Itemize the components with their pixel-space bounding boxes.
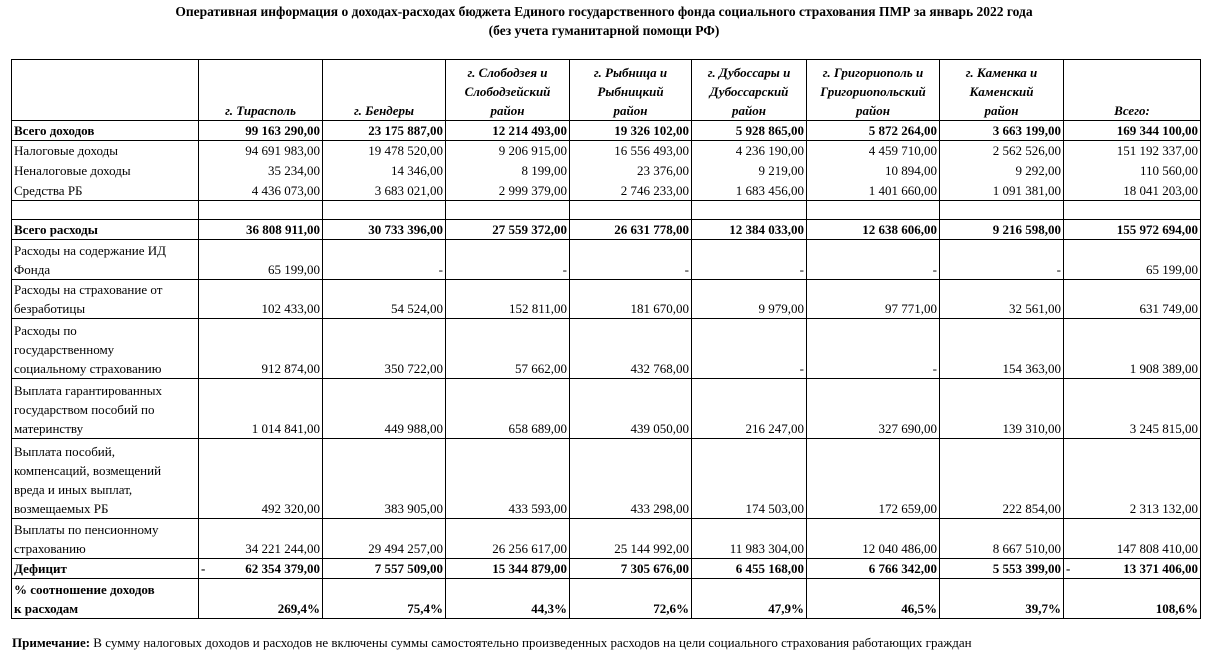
column-header-line: г. Тирасполь — [225, 103, 296, 118]
spacer-cell — [199, 200, 323, 219]
spacer-cell — [1064, 200, 1201, 219]
value-text: 62 354 379,00 — [245, 560, 320, 576]
value-cell: 12 040 486,00 — [807, 518, 940, 558]
value-cell: 102 433,00 — [199, 279, 323, 318]
row-label — [12, 438, 199, 518]
value-cell: 383 905,00 — [323, 438, 446, 518]
spacer-cell — [323, 200, 446, 219]
value-cell: - — [692, 239, 807, 279]
column-header-line: район — [984, 103, 1019, 118]
spacer-row — [12, 200, 1201, 219]
value-cell: 4 236 190,00 — [692, 141, 807, 161]
value-cell: 54 524,00 — [323, 279, 446, 318]
value-cell: 9 979,00 — [692, 279, 807, 318]
row-label-line: материнству — [14, 420, 84, 436]
value-cell: 75,4% — [323, 578, 446, 618]
footnote-label: Примечание: — [12, 635, 91, 650]
row-label-line: Расходы на содержание ИД — [14, 242, 167, 258]
value-cell: 7 305 676,00 — [570, 558, 692, 578]
value-cell — [1064, 558, 1201, 578]
row-label — [12, 518, 199, 558]
row-label: Всего доходов — [12, 121, 199, 141]
column-header — [692, 60, 807, 121]
value-cell: 39,7% — [940, 578, 1064, 618]
value-cell: 1 091 381,00 — [940, 180, 1064, 200]
column-header-line: Всего: — [1114, 103, 1150, 118]
value-cell: 47,9% — [692, 578, 807, 618]
value-cell: - — [570, 239, 692, 279]
value-cell: - — [807, 239, 940, 279]
table-row — [12, 518, 1201, 558]
value-cell: 1 014 841,00 — [199, 378, 323, 438]
value-cell: 6 455 168,00 — [692, 558, 807, 578]
value-cell: 19 478 520,00 — [323, 141, 446, 161]
value-cell: 4 459 710,00 — [807, 141, 940, 161]
row-label-line: Выплаты по пенсионному — [14, 521, 159, 537]
value-cell: 631 749,00 — [1064, 279, 1201, 318]
value-cell: 9 216 598,00 — [940, 219, 1064, 239]
value-cell: 8 667 510,00 — [940, 518, 1064, 558]
value-cell: 9 206 915,00 — [446, 141, 570, 161]
spacer-cell — [12, 200, 199, 219]
value-cell: 12 214 493,00 — [446, 121, 570, 141]
value-cell: - — [940, 239, 1064, 279]
value-cell: 327 690,00 — [807, 378, 940, 438]
value-cell: 26 631 778,00 — [570, 219, 692, 239]
column-header-line: г. Дубоссары и — [707, 65, 791, 80]
value-cell: 2 999 379,00 — [446, 180, 570, 200]
value-cell: 216 247,00 — [692, 378, 807, 438]
value-cell: 9 219,00 — [692, 160, 807, 180]
value-cell: 11 983 304,00 — [692, 518, 807, 558]
table-row — [12, 578, 1201, 618]
value-cell: 151 192 337,00 — [1064, 141, 1201, 161]
table-row — [12, 160, 1201, 180]
value-cell: 8 199,00 — [446, 160, 570, 180]
table-row — [12, 318, 1201, 378]
value-cell: 30 733 396,00 — [323, 219, 446, 239]
value-cell: 350 722,00 — [323, 318, 446, 378]
value-cell: 439 050,00 — [570, 378, 692, 438]
spacer-cell — [692, 200, 807, 219]
row-label: Всего расходы — [12, 219, 199, 239]
value-text: 13 371 406,00 — [1123, 560, 1198, 576]
value-cell: 97 771,00 — [807, 279, 940, 318]
value-cell: 269,4% — [199, 578, 323, 618]
value-cell: 26 256 617,00 — [446, 518, 570, 558]
value-cell: 44,3% — [446, 578, 570, 618]
value-cell: 3 663 199,00 — [940, 121, 1064, 141]
value-cell: 65 199,00 — [1064, 239, 1201, 279]
value-cell: 3 245 815,00 — [1064, 378, 1201, 438]
row-label-line: вреда и иных выплат, — [14, 481, 133, 497]
value-cell: 449 988,00 — [323, 378, 446, 438]
value-cell: - — [692, 318, 807, 378]
column-header-line: район — [856, 103, 890, 118]
value-cell: 139 310,00 — [940, 378, 1064, 438]
column-header-line: г. Бендеры — [353, 103, 415, 118]
value-cell: 5 872 264,00 — [807, 121, 940, 141]
row-label-line: социальному страхованию — [14, 360, 162, 376]
row-label-line: Расходы на страхование от — [14, 281, 163, 297]
value-cell: 10 894,00 — [807, 160, 940, 180]
column-header-line: Каменский — [969, 84, 1034, 99]
negative-sign: - — [1066, 560, 1071, 576]
value-cell: 1 908 389,00 — [1064, 318, 1201, 378]
row-label-line: возмещаемых РБ — [14, 500, 109, 516]
spacer-cell — [940, 200, 1064, 219]
value-cell: 1 401 660,00 — [807, 180, 940, 200]
column-header-line: г. Рыбница и — [593, 65, 668, 80]
value-cell: 27 559 372,00 — [446, 219, 570, 239]
value-cell: 2 313 132,00 — [1064, 438, 1201, 518]
column-header — [1064, 60, 1201, 121]
table-row — [12, 558, 1201, 578]
row-label — [12, 378, 199, 438]
column-header-line: район — [490, 103, 525, 118]
row-label-line: Фонда — [14, 261, 51, 277]
value-cell: 7 557 509,00 — [323, 558, 446, 578]
table-row — [12, 239, 1201, 279]
value-cell: - — [807, 318, 940, 378]
row-label-line: безработицы — [14, 300, 86, 316]
column-header — [807, 60, 940, 121]
column-header-line: Рыбницкий — [597, 84, 664, 99]
value-cell: 32 561,00 — [940, 279, 1064, 318]
table-row — [12, 141, 1201, 161]
value-cell: 433 298,00 — [570, 438, 692, 518]
value-cell: 172 659,00 — [807, 438, 940, 518]
value-cell: 23 175 887,00 — [323, 121, 446, 141]
report-title-line1: Оперативная информация о доходах-расходах бюджета Единого государственного фонда социального страхования ПМР за январь 2022 года — [175, 4, 1033, 19]
value-cell: 4 436 073,00 — [199, 180, 323, 200]
value-cell: 658 689,00 — [446, 378, 570, 438]
value-cell: 5 553 399,00 — [940, 558, 1064, 578]
table-row — [12, 219, 1201, 239]
value-cell: 6 766 342,00 — [807, 558, 940, 578]
spacer-cell — [570, 200, 692, 219]
column-header-line: район — [613, 103, 648, 118]
value-cell: 94 691 983,00 — [199, 141, 323, 161]
value-cell: 35 234,00 — [199, 160, 323, 180]
value-cell: 155 972 694,00 — [1064, 219, 1201, 239]
value-cell: 5 928 865,00 — [692, 121, 807, 141]
value-cell: 16 556 493,00 — [570, 141, 692, 161]
column-header — [323, 60, 446, 121]
value-cell: 12 384 033,00 — [692, 219, 807, 239]
column-header — [446, 60, 570, 121]
budget-table — [11, 59, 1201, 619]
value-cell: 29 494 257,00 — [323, 518, 446, 558]
row-label: Средства РБ — [12, 180, 199, 200]
value-cell: 36 808 911,00 — [199, 219, 323, 239]
column-header — [199, 60, 323, 121]
value-cell: 25 144 992,00 — [570, 518, 692, 558]
row-label-line: страхованию — [14, 540, 86, 556]
row-label-line: государственному — [14, 341, 115, 357]
value-cell: 222 854,00 — [940, 438, 1064, 518]
column-header-line: Дубоссарский — [709, 84, 789, 99]
report-title-line2: (без учета гуманитарной помощи РФ) — [488, 23, 720, 38]
value-cell: 433 593,00 — [446, 438, 570, 518]
column-header-line: г. Слободзея и — [467, 65, 548, 80]
row-label-line: Выплата гарантированных — [14, 382, 162, 398]
footnote — [12, 633, 972, 652]
value-cell: 46,5% — [807, 578, 940, 618]
value-cell: 432 768,00 — [570, 318, 692, 378]
header-label-cell — [12, 60, 199, 121]
column-header-line: Слободзейский — [464, 84, 551, 99]
negative-sign: - — [201, 560, 206, 576]
value-cell: 152 811,00 — [446, 279, 570, 318]
value-cell: 169 344 100,00 — [1064, 121, 1201, 141]
column-header — [570, 60, 692, 121]
spacer-cell — [446, 200, 570, 219]
value-cell: 18 041 203,00 — [1064, 180, 1201, 200]
value-cell: 2 746 233,00 — [570, 180, 692, 200]
value-cell: 23 376,00 — [570, 160, 692, 180]
value-cell: 3 683 021,00 — [323, 180, 446, 200]
value-cell: 181 670,00 — [570, 279, 692, 318]
row-label: Налоговые доходы — [12, 141, 199, 161]
row-label — [12, 279, 199, 318]
row-label-line: государством пособий по — [14, 401, 155, 417]
table-row — [12, 438, 1201, 518]
value-cell: 19 326 102,00 — [570, 121, 692, 141]
value-cell: 174 503,00 — [692, 438, 807, 518]
row-label: Неналоговые доходы — [12, 160, 199, 180]
column-header-line: г. Каменка и — [965, 65, 1038, 80]
row-label — [12, 239, 199, 279]
column-header-line: Григориопольский — [820, 84, 926, 99]
value-cell: 65 199,00 — [199, 239, 323, 279]
row-label: Дефицит — [12, 558, 199, 578]
value-cell: 57 662,00 — [446, 318, 570, 378]
table-row — [12, 121, 1201, 141]
row-label-line: % соотношение доходов — [14, 581, 155, 597]
column-header-line: г. Григориополь и — [822, 65, 924, 80]
value-cell: 912 874,00 — [199, 318, 323, 378]
row-label-line: к расходам — [14, 600, 79, 616]
row-label — [12, 318, 199, 378]
table-row — [12, 180, 1201, 200]
footnote-text: В сумму налоговых доходов и расходов не включены суммы самостоятельно произведенных расходов на цели социального страхования работающих граждан — [90, 635, 972, 650]
value-cell: 108,6% — [1064, 578, 1201, 618]
column-header — [940, 60, 1064, 121]
value-cell: 147 808 410,00 — [1064, 518, 1201, 558]
value-cell: 1 683 456,00 — [692, 180, 807, 200]
value-cell: 34 221 244,00 — [199, 518, 323, 558]
row-label-line: Расходы по — [14, 322, 77, 338]
table-row — [12, 378, 1201, 438]
value-cell: 2 562 526,00 — [940, 141, 1064, 161]
spacer-cell — [807, 200, 940, 219]
value-cell: 72,6% — [570, 578, 692, 618]
value-cell: 99 163 290,00 — [199, 121, 323, 141]
row-label-line: Выплата пособий, — [14, 443, 115, 459]
value-cell: - — [323, 239, 446, 279]
row-label — [12, 578, 199, 618]
value-cell: 14 346,00 — [323, 160, 446, 180]
table-row — [12, 279, 1201, 318]
report-title — [0, 2, 1208, 40]
value-cell: - — [446, 239, 570, 279]
value-cell: 12 638 606,00 — [807, 219, 940, 239]
column-header-line: район — [732, 103, 766, 118]
value-cell: 154 363,00 — [940, 318, 1064, 378]
value-cell — [199, 558, 323, 578]
header-row — [12, 60, 1201, 121]
row-label-line: компенсаций, возмещений — [14, 462, 162, 478]
value-cell: 15 344 879,00 — [446, 558, 570, 578]
value-cell: 9 292,00 — [940, 160, 1064, 180]
value-cell: 110 560,00 — [1064, 160, 1201, 180]
value-cell: 492 320,00 — [199, 438, 323, 518]
